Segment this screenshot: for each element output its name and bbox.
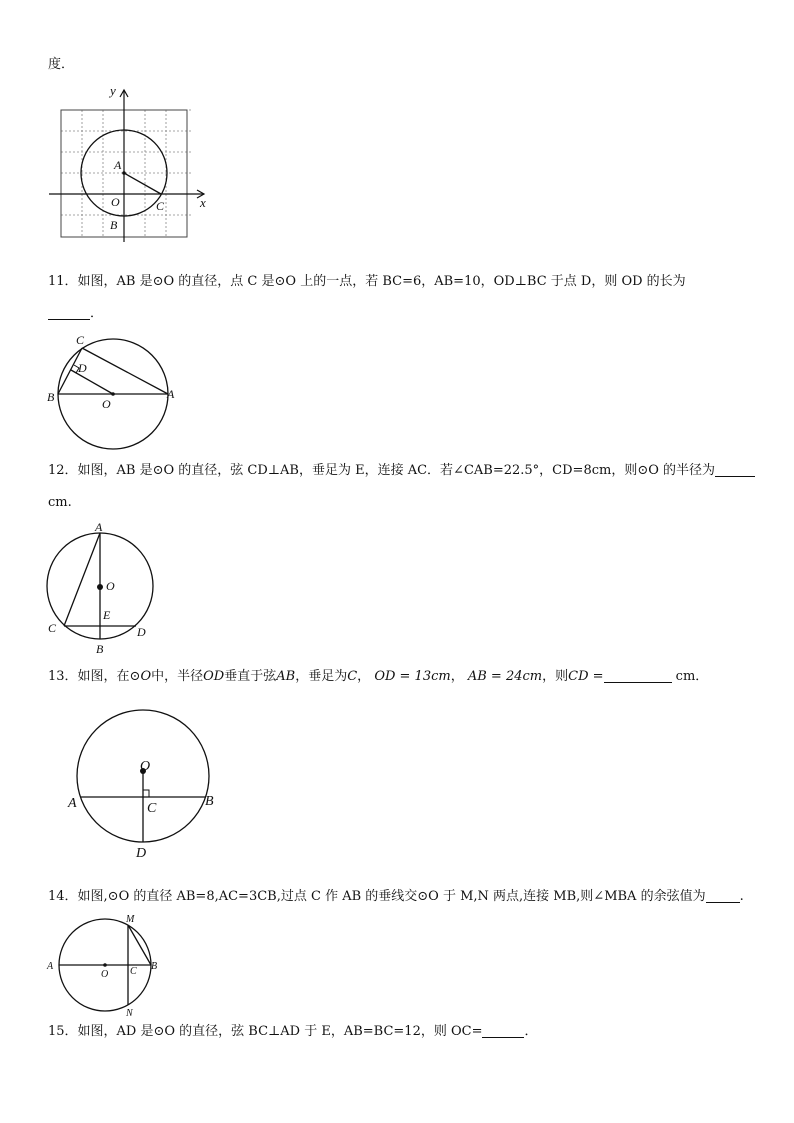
- figure-q10: [44, 82, 214, 242]
- question-11: 11．如图，AB 是⊙O 的直径，点 C 是⊙O 上的一点，若 BC=6，AB=10，OD⊥BC 于点 D，则 OD 的长为: [48, 274, 686, 289]
- label-b: B: [151, 961, 158, 972]
- label-x: x: [200, 195, 206, 210]
- label-a: A: [167, 387, 175, 401]
- label-c: C: [156, 199, 165, 213]
- question-12: 12．如图，AB 是⊙O 的直径，弦 CD⊥AB，垂足为 E，连接 AC．若∠CAB=22.5°，CD=8cm，则⊙O 的半径为: [48, 462, 755, 480]
- label-c: C: [130, 966, 137, 977]
- label-b: B: [110, 218, 118, 232]
- label-o: O: [140, 759, 151, 774]
- figure-q12: [44, 518, 164, 656]
- label-b: B: [96, 642, 104, 656]
- label-c: C: [147, 801, 157, 816]
- answer-blank: [706, 888, 740, 903]
- answer-blank: [604, 668, 672, 683]
- label-n: N: [126, 1008, 133, 1019]
- label-c: C: [48, 621, 57, 635]
- question-12-tail: cm.: [48, 495, 72, 510]
- figure-q11: [44, 330, 184, 450]
- top-fragment: 度．: [48, 57, 75, 72]
- label-a: A: [47, 961, 54, 972]
- label-e: E: [103, 608, 111, 622]
- label-m: M: [126, 914, 135, 925]
- question-13: 13．如图，在⊙O中，半径OD垂直于弦AB，垂足为C， OD = 13cm， AB = 24cm，则CD = cm．: [48, 669, 709, 684]
- label-o: O: [111, 195, 120, 209]
- answer-blank: [482, 1023, 524, 1038]
- question-15: 15．如图，AD 是⊙O 的直径，弦 BC⊥AD 于 E，AB=BC=12，则 OC= ．: [48, 1024, 538, 1039]
- label-o: O: [102, 397, 111, 411]
- answer-blank: [48, 305, 90, 320]
- answer-blank: [715, 462, 755, 477]
- label-o: O: [106, 579, 115, 593]
- figure-q14: [44, 912, 174, 1020]
- label-d: D: [136, 846, 147, 861]
- label-a: A: [114, 158, 122, 172]
- figure-q13: [64, 700, 234, 870]
- label-o: O: [101, 969, 109, 980]
- label-d: D: [78, 361, 87, 375]
- segment-ac: [124, 173, 161, 194]
- question-11-answer: ．: [48, 305, 103, 323]
- label-b: B: [47, 390, 55, 404]
- label-b: B: [205, 794, 214, 809]
- label-y: y: [110, 83, 116, 98]
- question-14: 14．如图,⊙O 的直径 AB=8,AC=3CB,过点 C 作 AB 的垂线交⊙O 于 M,N 两点,连接 MB,则∠MBA 的余弦值为 .: [48, 889, 744, 904]
- label-a: A: [95, 520, 103, 534]
- label-c: C: [76, 333, 85, 347]
- label-a: A: [68, 796, 77, 811]
- label-d: D: [137, 625, 146, 639]
